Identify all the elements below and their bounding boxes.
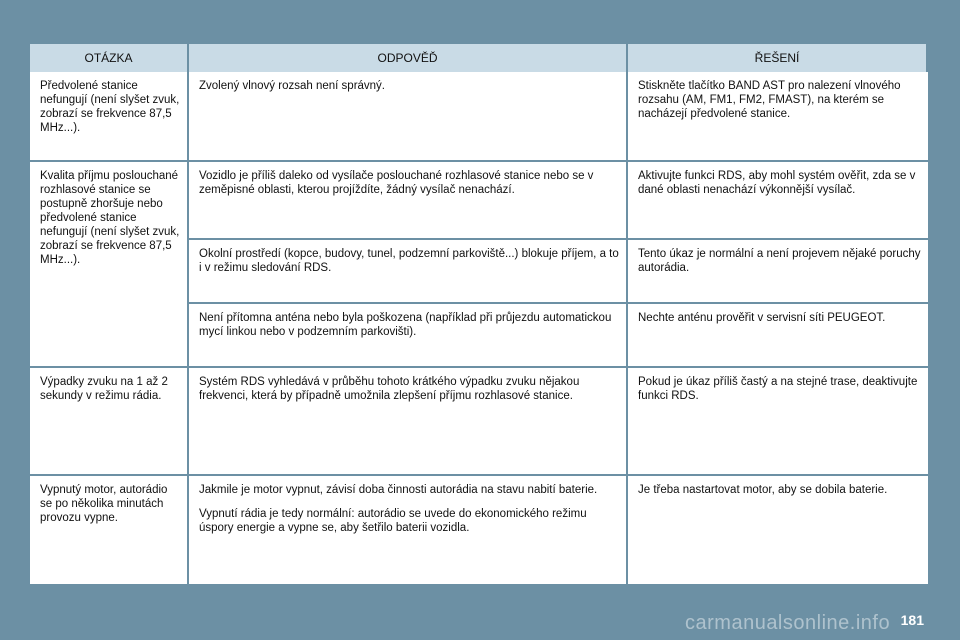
watermark: carmanualsonline.info xyxy=(685,612,891,634)
answer-cell xyxy=(189,240,628,304)
question-text: Vypnutý motor, autorádio se po několika minutách provozu vypne. xyxy=(40,484,168,524)
question-cell xyxy=(30,72,189,162)
solution-text: Pokud je úkaz příliš častý a na stejné trase, deaktivujte funkci RDS. xyxy=(638,376,918,402)
solution-cell xyxy=(628,368,928,476)
header-question: OTÁZKA xyxy=(30,44,189,72)
solution-cell xyxy=(628,72,928,162)
question-text: Výpadky zvuku na 1 až 2 sekundy v režimu rádia. xyxy=(40,376,168,402)
solution-cell xyxy=(628,162,928,240)
page-number: 181 xyxy=(900,612,924,628)
answer-text: Vypnutí rádia je tedy normální: autorádio se uvede do ekonomického režimu úspory energie a vypne se, aby šetřilo baterii vozidla. xyxy=(199,508,587,534)
answer-text: Není přítomna anténa nebo byla poškozena (například při průjezdu automatickou mycí linkou nebo v podzemním parkovišti). xyxy=(199,312,612,338)
solution-cell xyxy=(628,304,928,368)
question-text: Předvolené stanice nefungují (není slyšet zvuk, zobrazí se frekvence 87,5 MHz...). xyxy=(40,80,180,134)
answer-cell xyxy=(189,162,628,240)
answer-text: Vozidlo je příliš daleko od vysílače poslouchané rozhlasové stanice nebo se v zeměpisné oblasti, kterou projíždíte, žádný vysílač nenachází. xyxy=(199,170,594,196)
solution-text: Nechte anténu prověřit v servisní síti PEUGEOT. xyxy=(638,312,886,324)
question-cell xyxy=(30,162,189,368)
answer-text: Okolní prostředí (kopce, budovy, tunel, podzemní parkoviště...) blokuje příjem, a to i v režimu sledování RDS. xyxy=(199,248,619,274)
question-cell xyxy=(30,368,189,476)
troubleshooting-table xyxy=(30,44,928,586)
solution-text: Tento úkaz je normální a není projevem nějaké poruchy autorádia. xyxy=(638,248,921,274)
solution-cell xyxy=(628,476,928,586)
answer-text: Jakmile je motor vypnut, závisí doba činnosti autorádia na stavu nabití baterie. xyxy=(199,484,598,496)
solution-cell xyxy=(628,240,928,304)
answer-cell xyxy=(189,304,628,368)
solution-text: Stiskněte tlačítko BAND AST pro nalezení vlnového rozsahu (AM, FM1, FM2, FMAST), na kterém se nacházejí předvolené stanice. xyxy=(638,80,901,120)
solution-text: Aktivujte funkci RDS, aby mohl systém ověřit, zda se v dané oblasti nenachází výkonnější vysílač. xyxy=(638,170,916,196)
question-text: Kvalita příjmu poslouchané rozhlasové stanice se postupně zhoršuje nebo předvolené stanice nefungují (není slyšet zvuk, zobrazí se frekvence 87,5 MHz...). xyxy=(40,170,180,266)
question-cell xyxy=(30,476,189,586)
answer-cell xyxy=(189,72,628,162)
answer-cell xyxy=(189,368,628,476)
solution-text: Je třeba nastartovat motor, aby se dobila baterie. xyxy=(638,484,888,496)
header-answer: ODPOVĚĎ xyxy=(189,44,628,72)
header-solution: ŘEŠENÍ xyxy=(628,44,928,72)
answer-text: Systém RDS vyhledává v průběhu tohoto krátkého výpadku zvuku nějakou frekvenci, která by případně umožnila zlepšení příjmu rozhlasové stanice. xyxy=(199,376,580,402)
answer-text: Zvolený vlnový rozsah není správný. xyxy=(199,80,386,92)
answer-cell xyxy=(189,476,628,586)
